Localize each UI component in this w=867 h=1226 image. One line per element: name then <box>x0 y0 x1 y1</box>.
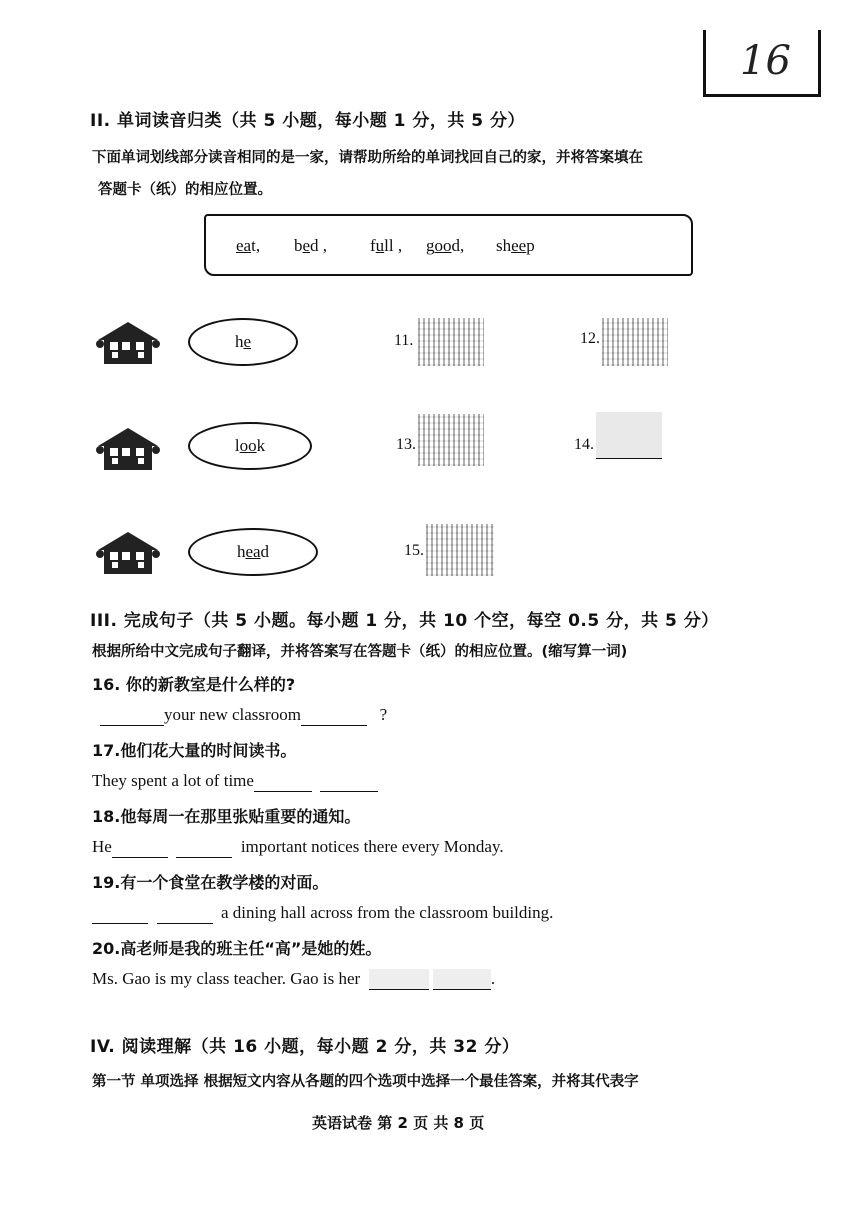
blank-16a[interactable] <box>100 705 164 726</box>
question-19-english: a dining hall across from the classroom building. <box>92 903 553 924</box>
house-word-look: l oo k <box>188 422 312 470</box>
word-full: full , <box>370 236 403 255</box>
section-2-instruction-line2: 答题卡（纸）的相应位置。 <box>98 182 272 198</box>
section-4-title: IV. 阅读理解（共 16 小题，每小题 2 分，共 32 分） <box>90 1037 520 1057</box>
answer-12-label: 12. <box>580 330 600 347</box>
section-3-title: III. 完成句子（共 5 小题。每小题 1 分，共 10 个空，每空 0.5 分，共 5 分） <box>90 611 719 631</box>
word-eat: eat, <box>236 236 261 255</box>
blank-18b[interactable] <box>176 837 232 858</box>
house-icon <box>92 424 164 474</box>
answer-13-label: 13. <box>396 436 416 453</box>
blank-17b[interactable] <box>320 771 378 792</box>
word-sheep: sheep <box>496 236 535 255</box>
answer-11-field[interactable] <box>418 318 484 366</box>
answer-14-label: 14. <box>574 436 594 453</box>
page-footer: 英语试卷 第 2 页 共 8 页 <box>312 1114 485 1132</box>
score-box <box>703 30 821 97</box>
answer-15-field[interactable] <box>426 524 494 576</box>
question-20-english: Ms. Gao is my class teacher. Gao is her . <box>92 969 496 988</box>
question-17-english: They spent a lot of time <box>92 771 378 792</box>
blank-18a[interactable] <box>112 837 168 858</box>
word-good: good, <box>426 236 465 255</box>
question-20-chinese: 20.高老师是我的班主任“高”是她的姓。 <box>92 939 382 958</box>
section-2-instruction-line1: 下面单词划线部分读音相同的是一家，请帮助所给的单词找回自己的家，并将答案填在 <box>92 150 643 166</box>
house-word-head: h ea d <box>188 528 318 576</box>
blank-19b[interactable] <box>157 903 213 924</box>
blank-20b[interactable] <box>433 969 491 990</box>
house-icon <box>92 318 164 368</box>
word-bed: bed , <box>294 236 328 255</box>
question-16-chinese: 16. 你的新教室是什么样的? <box>92 675 296 694</box>
score-value: 16 <box>740 38 791 84</box>
blank-16b[interactable] <box>301 705 367 726</box>
question-17-chinese: 17.他们花大量的时间读书。 <box>92 741 297 760</box>
answer-11-label: 11. <box>394 332 414 349</box>
answer-15-label: 15. <box>404 542 424 559</box>
question-16-english: your new classroom ? <box>100 705 387 726</box>
blank-19a[interactable] <box>92 903 148 924</box>
answer-14-field[interactable] <box>596 412 662 459</box>
answer-13-field[interactable] <box>418 414 484 466</box>
blank-17a[interactable] <box>254 771 312 792</box>
blank-20a[interactable] <box>369 969 429 990</box>
answer-12-field[interactable] <box>602 318 668 366</box>
question-18-english: He important notices there every Monday. <box>92 837 504 856</box>
question-19-chinese: 19.有一个食堂在教学楼的对面。 <box>92 873 329 892</box>
section-2-title: II. 单词读音归类（共 5 小题，每小题 1 分，共 5 分） <box>90 111 526 131</box>
question-18-chinese: 18.他每周一在那里张贴重要的通知。 <box>92 807 361 826</box>
section-3-instruction: 根据所给中文完成句子翻译，并将答案写在答题卡（纸）的相应位置。(缩写算一词) <box>92 644 628 660</box>
house-icon <box>92 528 164 578</box>
word-box <box>204 214 693 276</box>
house-word-he: h e <box>188 318 298 366</box>
section-4-instruction: 第一节 单项选择 根据短文内容从各题的四个选项中选择一个最佳答案，并将其代表字 <box>92 1074 639 1090</box>
